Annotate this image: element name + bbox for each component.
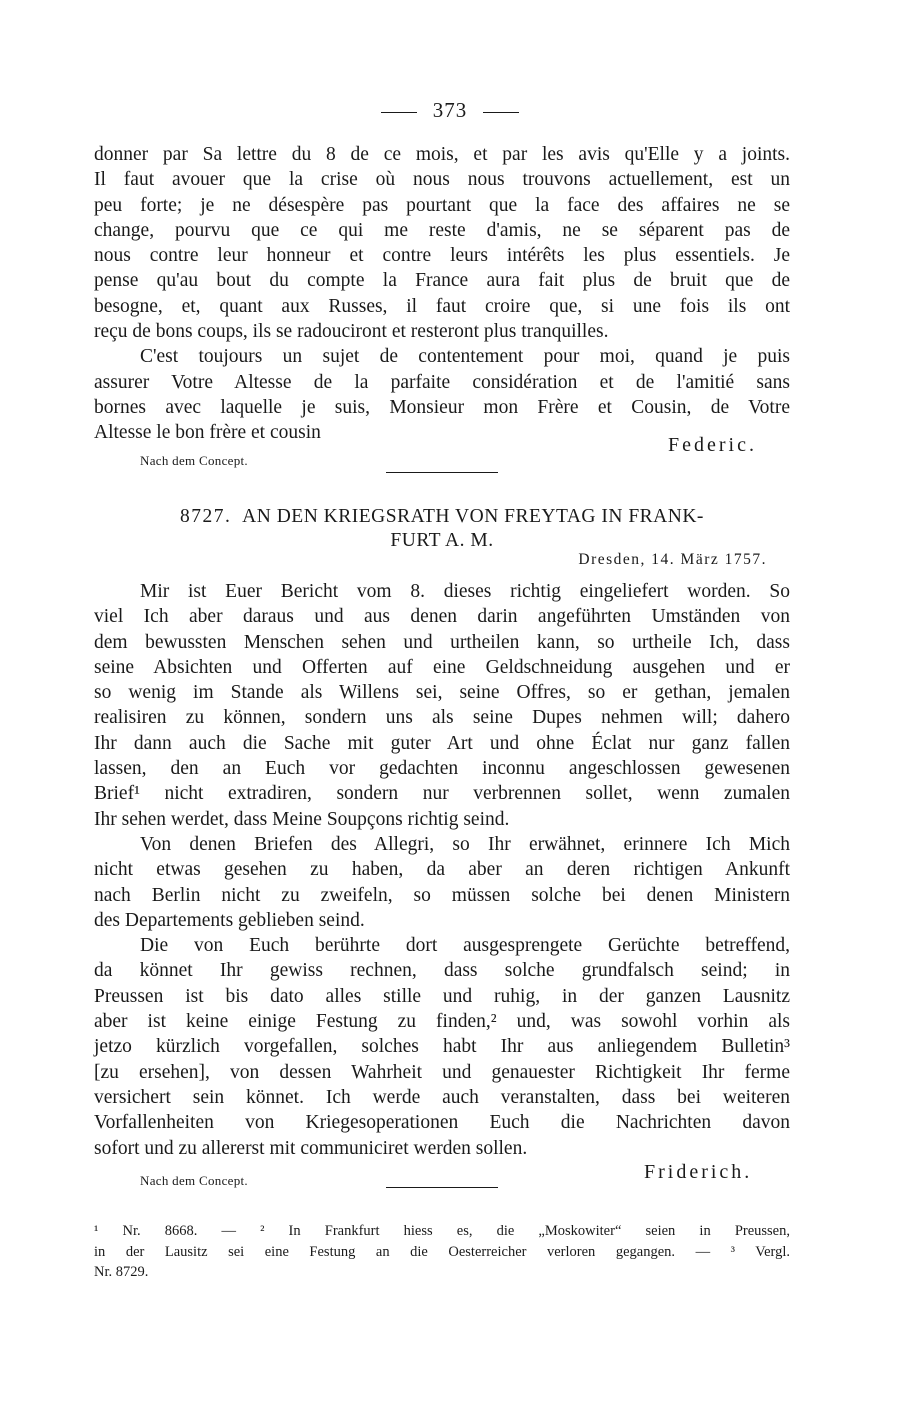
letter2-line: versichert sein könnet. Ich werde auch veranstalten, dass bei weiteren	[94, 1086, 790, 1108]
letter2-line: lassen, den an Euch vor gedachten inconnu angeschlossen gewesenen	[94, 758, 790, 780]
page-number-dash-right	[483, 112, 519, 113]
letter2-line: Ihr sehen werdet, dass Meine Soupçons richtig seind.	[94, 808, 510, 830]
letter1-line: assurer Votre Altesse de la parfaite considération et de l'amitié sans	[94, 371, 790, 393]
page-number-dash-left	[381, 112, 417, 113]
letter2-line: Mir ist Euer Bericht vom 8. dieses richtig eingeliefert worden. So	[140, 581, 790, 602]
letter2-source-note: Nach dem Concept.	[140, 1173, 248, 1188]
footnote-line: in der Lausitz sei eine Festung an die Oesterreicher verloren gegangen. — ³ Vergl.	[94, 1243, 790, 1260]
letter2-line: nicht etwas gesehen zu haben, da aber an deren richtigen Ankunft	[94, 859, 790, 881]
letter1-body	[94, 142, 790, 446]
footnote-line: ¹ Nr. 8668. — ² In Frankfurt hiess es, die „Moskowiter“ seien in Preussen,	[94, 1223, 790, 1239]
letter1-line: reçu de bons coups, ils se radouciront et resteront plus tranquilles.	[94, 321, 609, 343]
letter2-line: da könnet Ihr gewiss rechnen, dass solche grundfalsch seind; in	[94, 960, 790, 982]
letter1-line: Altesse le bon frère et cousin	[94, 422, 321, 444]
footnote-divider-rule	[386, 1187, 498, 1188]
letter1-line: pense qu'au bout du compte la France aura fait plus de bruit que de	[94, 270, 790, 292]
letter1-line: peu forte; je ne désespère pas pourtant que la face des affaires ne se	[94, 194, 790, 216]
letter2-line: Preussen ist bis dato alles stille und ruhig, in der ganzen Lausnitz	[94, 985, 790, 1007]
letter2-line: aber ist keine einige Festung zu finden,² und, was sowohl vorhin als	[94, 1011, 790, 1033]
letter2-line: viel Ich aber daraus und aus denen darin angeführten Umständen von	[94, 606, 790, 628]
letter2-signature: Friderich.	[644, 1161, 753, 1183]
footnotes	[94, 1221, 790, 1283]
letter2-heading	[94, 505, 790, 553]
page-number	[0, 98, 900, 123]
letter2-heading-line2: FURT A. M.	[390, 530, 494, 551]
letter1-line: besogne, et, quant aux Russes, il faut croire que, si une fois ils ont	[94, 295, 790, 317]
letter2-heading-line1: AN DEN KRIEGSRATH VON FREYTAG IN FRANK-	[242, 506, 704, 527]
letter2-line: so wenig im Stande als Willens sei, seine Offres, so er gethan, jemalen	[94, 682, 790, 704]
letter2-line: realisiren zu können, sondern uns als seine Dupes nehmen will; dahero	[94, 707, 790, 729]
letter2-line: dem bewussten Menschen sehen und urtheilen kann, so urtheile Ich, dass	[94, 631, 790, 653]
letter1-line: C'est toujours un sujet de contentement pour moi, quand je puis	[140, 346, 790, 368]
letter2-line: seine Absichten und Offerten auf eine Geldschneidung ausgehen und er	[94, 656, 790, 678]
letter1-signature: Federic.	[668, 434, 757, 456]
letter1-line: bornes avec laquelle je suis, Monsieur mon Frère et Cousin, de Votre	[94, 396, 790, 418]
letter2-line: Von denen Briefen des Allegri, so Ihr erwähnet, erinnere Ich Mich	[140, 833, 790, 855]
letter2-line: Brief¹ nicht extradiren, sondern nur verbrennen sollet, wenn zumalen	[94, 783, 790, 805]
letter2-line: Die von Euch berührte dort ausgesprengete Gerüchte betreffend,	[140, 935, 790, 957]
letter2-number: 8727.	[180, 506, 232, 527]
footnote-line: Nr. 8729.	[94, 1264, 149, 1281]
section-divider-rule	[386, 472, 498, 473]
letter2-line: Vorfallenheiten von Kriegesoperationen Euch die Nachrichten davon	[94, 1112, 790, 1134]
letter2-line: jetzo kürzlich vorgefallen, solches habt Ihr aus anliegendem Bulletin³	[94, 1036, 790, 1058]
letter2-line: des Departements geblieben seind.	[94, 909, 365, 931]
letter1-line: nous contre leur honneur et contre leurs intérêts les plus essentiels. Je	[94, 245, 790, 267]
letter2-body	[94, 579, 790, 1161]
letter1-line: change, pourvu que ce qui me reste d'amis, ne se séparent pas de	[94, 219, 790, 241]
letter2-line: Ihr dann auch die Sache mit guter Art und ohne Éclat nur ganz fallen	[94, 732, 790, 754]
letter2-line: nach Berlin nicht zu zweifeln, so müssen solche bei denen Ministern	[94, 884, 790, 906]
letter2-line: sofort und zu allererst mit communiciret werden sollen.	[94, 1137, 528, 1159]
letter1-line: Il faut avouer que la crise où nous nous trouvons actuellement, est un	[94, 169, 790, 191]
letter2-line: [zu ersehen], von dessen Wahrheit und genauester Richtigkeit Ihr ferme	[94, 1061, 790, 1083]
page-number-text: 373	[432, 98, 468, 122]
letter1-line: donner par Sa lettre du 8 de ce mois, et par les avis qu'Elle y a joints.	[94, 144, 790, 165]
letter2-dateline: Dresden, 14. März 1757.	[578, 551, 767, 568]
letter1-source-note: Nach dem Concept.	[140, 453, 248, 468]
